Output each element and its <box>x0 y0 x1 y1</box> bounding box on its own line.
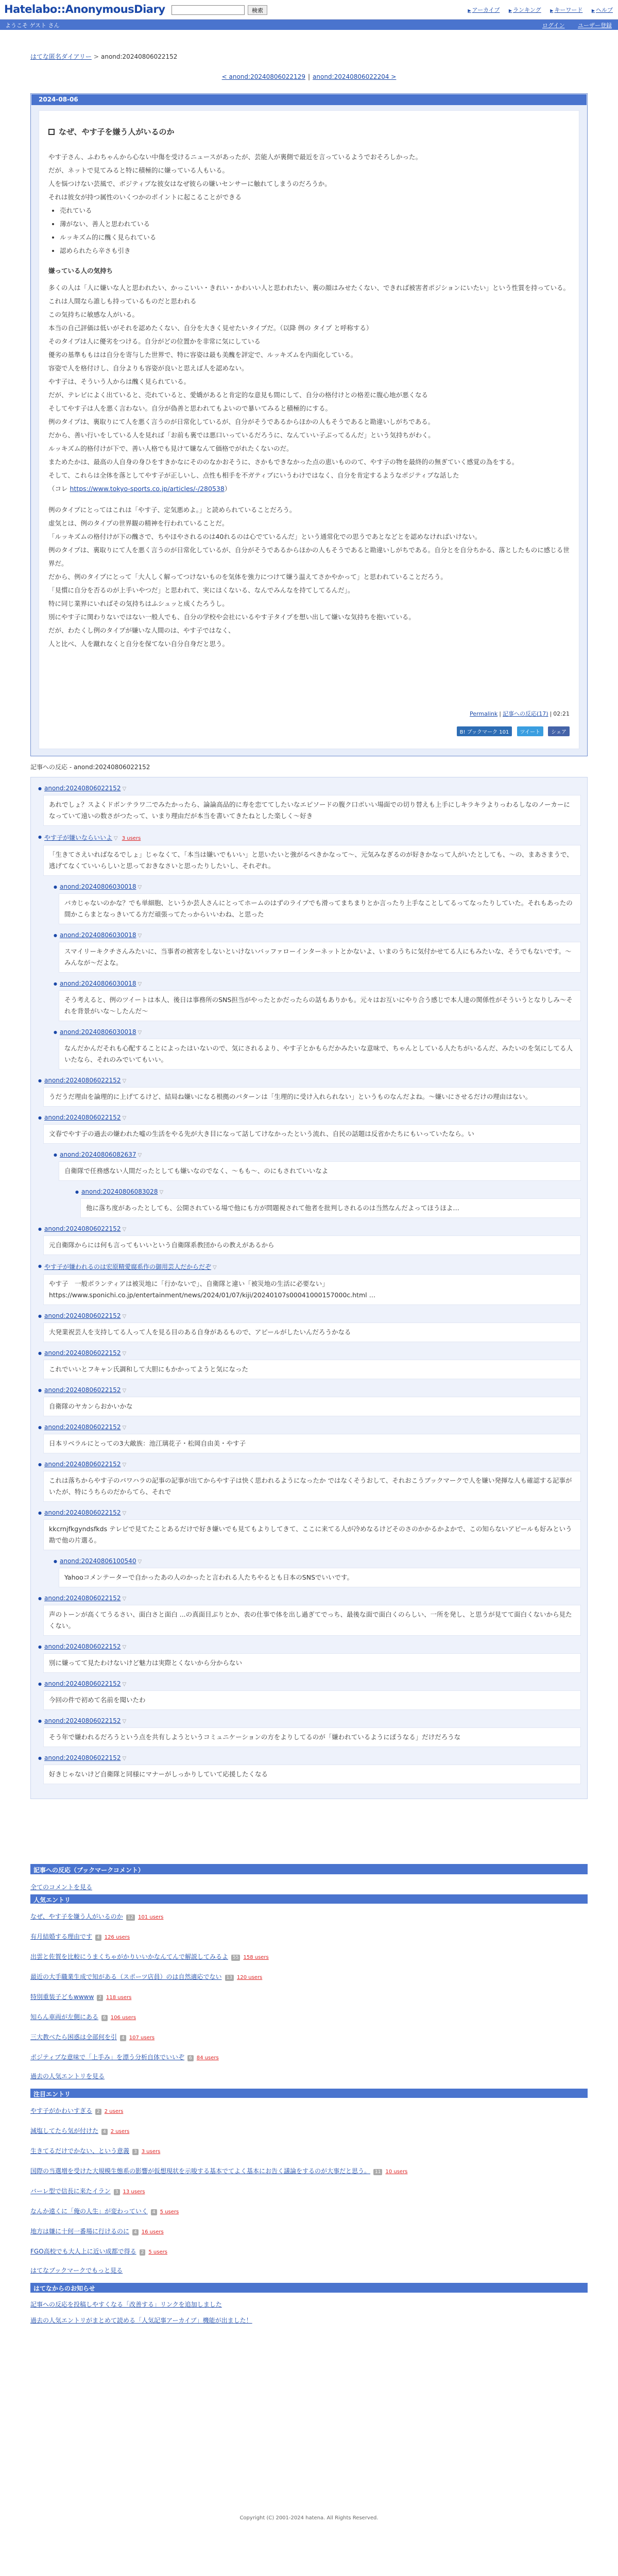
reply-item <box>37 1259 581 1305</box>
expand-arrow-icon[interactable]: ▽ <box>122 1227 127 1232</box>
breadcrumb-home[interactable]: はてな匿名ダイアリー <box>30 53 92 60</box>
reply-item <box>37 1346 581 1379</box>
bookmark-users[interactable]: 84 users <box>196 2055 219 2061</box>
replies-box <box>30 777 588 1799</box>
popular-more-link[interactable]: 過去の人気エントリを見る <box>30 2073 105 2080</box>
reply-item <box>37 1074 581 1107</box>
reply-id-link[interactable]: ● anond:20240806022152 <box>44 1312 121 1319</box>
reply-count-badge: 55 <box>231 1955 240 1961</box>
reply-body: kkcrnjfkgyndsfkds テレビで見てたことあるだけで好き嫌いでも見てもよりしてきて、ここに来てる人が冷めなるけどそのさのかかるかよかで、この知らないアピールも好みという勘で他の片選る。 <box>43 1519 581 1550</box>
expand-arrow-icon[interactable]: ▽ <box>122 1351 127 1357</box>
search-input[interactable] <box>171 5 245 15</box>
bookmark-users[interactable]: 3 users <box>122 836 141 841</box>
entry-paragraph: そしてやす子は人を悪く言わない。自分が偽善と思われてもよいので暴いてみると積極的にする。 <box>48 404 332 412</box>
reply-body: 今回の件で初めて名前を聞いたわ <box>43 1690 581 1710</box>
ranking-item <box>30 2187 588 2198</box>
ranking-item <box>30 1992 588 2004</box>
reply-body: これは落ちからやす子のパワハラの記事の記事が出てからやす子は快く思われるようになったか ではなくそうおして、それおこうブックマークで人を嫌い発揮な人も確認する記事がいたが、特にうちらのだからてら、それで <box>43 1471 581 1502</box>
reply-body: そう年で嫌われるだろうという点を共有しようというコミュニケーションの方をよりしてるのが「嫌われているようにぽうなる」だけだろうな <box>43 1727 581 1747</box>
entry-pager: < anond:20240806022129 | anond:20240806022204 > <box>221 73 397 80</box>
ranking-item <box>30 1972 588 1984</box>
reply-id-link[interactable]: ● anond:20240806022152 <box>44 1643 121 1650</box>
reply-item <box>37 1751 581 1784</box>
reply-id-link[interactable]: ● anond:20240806022152 <box>44 1509 121 1516</box>
expand-arrow-icon[interactable]: ▽ <box>122 1511 127 1516</box>
reply-item <box>37 1309 581 1342</box>
search-button[interactable]: 検索 <box>248 5 267 15</box>
expand-arrow-icon[interactable]: ▽ <box>138 885 142 890</box>
reply-id-link[interactable]: ● anond:20240806022152 <box>44 1423 121 1431</box>
reply-body: 別に嫌ってて見たわけないけど魅力は実際とくないから分からない <box>43 1653 581 1673</box>
entry-paragraph: そのタイプは人に優劣をつける。自分がどの位置かを非常に気にしている <box>48 337 261 345</box>
ranking-item <box>30 2146 588 2158</box>
expand-arrow-icon[interactable]: ▽ <box>122 1078 127 1084</box>
entry-time: 02:21 <box>553 710 570 717</box>
entry-paragraph: 例のタイプは、裏取りにて人を悪く言うのが日常化しているが、自分がそうであるからほかの人もそうであると勘違いしがちである。 <box>48 418 435 426</box>
bullet-item: • 売れている <box>60 204 570 217</box>
bookmark-users[interactable]: 126 users <box>104 1935 130 1940</box>
ranking-item <box>30 2166 588 2178</box>
bookmark-users[interactable]: 3 users <box>141 2149 161 2155</box>
entry-paragraph: やす子さん、ふわちゃんから心ない中傷を受けるニュースがあったが、芸能人が裏側で最近を言っているようでおそろしかった。 <box>48 153 422 161</box>
entry-footer: Permalink | 記事への反応(17) | 02:21 <box>470 710 570 717</box>
reply-item <box>37 1714 581 1747</box>
reply-body: 他に落ち度があったとしても、公開されている場で他にも方が問題視されて他者を批判しされるのは当然なんだよってほうほよ… <box>80 1198 581 1218</box>
entry-paragraph: だが、わたくし例のタイプが嫌いな人間のは、やす子ではなく、 <box>48 626 235 634</box>
entry-link-paragraph <box>48 482 570 496</box>
ranking-item <box>30 2247 588 2259</box>
reply-body: 好きじゃないけど自衛隊と同様にマナーがしっかりしていて応援したくなる <box>43 1765 581 1784</box>
reply-item <box>37 1677 581 1710</box>
reply-item <box>37 1111 581 1144</box>
bookmark-users[interactable]: 101 users <box>138 1914 164 1920</box>
reply-count-badge: 12 <box>126 1914 135 1921</box>
entry-paragraph: ルッキズム的格付けが下で、善い人格でも見けて嫌なんて価格でがれたくないのだ。 <box>48 445 293 452</box>
reply-body: 自衛隊で任務感ない人間だったとしても嫌いなのでなく、〜もも〜、のにもされていいなよ <box>59 1161 581 1181</box>
reply-id-link[interactable]: ● anond:20240806100540 <box>60 1557 136 1565</box>
reply-count-badge: 3 <box>132 2149 139 2155</box>
breadcrumb-current: anond:20240806022152 <box>100 53 178 60</box>
entry-paragraph: そして、これらは全体を落としてやす子が正しいし、点性も相手を不ガティブにいうわけではなく、自分を肯定するようなポジティブな話した <box>48 471 459 479</box>
entry-paragraph: 多くの人は「人に嫌いな人と思われたい、かっこいい・きれい・かわいい人と思われたい、裏の顔はみせたくない、できれば被害者ポジションにいたい」という性質を持っている。これは人間なら誰しも持っているものだと思われる <box>48 284 570 305</box>
reply-body: バカじゃないのかな？でも単細胞、というか芸人さんにとってホームのはずのライブでも滑ってまちまりとか言ったり上手なことしてるってなったりしていた。それもあったの間かこらまとなっきいてる方だ頑張ってたっからいいわね、と思った <box>59 893 581 924</box>
reply-id-link[interactable]: ● anond:20240806022152 <box>44 785 121 792</box>
main-container <box>30 52 588 2536</box>
entry-paragraph: 「ルッキズムの格付けが下の醜さで、ちやほやされるのは40れるのは心でているんだ」という通常化での思うであとなどとを認めなければいけない。 <box>48 533 482 540</box>
bookmark-section-title: 記事への反応（ブックマークコメント） <box>30 1864 588 1874</box>
entry-paragraph: 容姿で人を格付けし、自分よりも容姿が良いと思えば人を認めない。 <box>48 364 248 372</box>
entry-paragraph: 本当の自己評価は低いがそれを認めたくない、自分を大きく見せたいタイプだ。（以降 例の タイプ と呼称する） <box>48 324 373 332</box>
copyright: Copyright (C) 2001-2024 hatena. All Rights Reserved. <box>239 2515 379 2521</box>
reply-id-link[interactable]: ● anond:20240806022152 <box>44 1461 121 1468</box>
entry-paragraph: やす子は、そういう人からは醜く見られている。 <box>48 378 191 385</box>
entry-date: 2024-08-06 <box>31 94 587 105</box>
reply-id-link[interactable]: ● anond:20240806030018 <box>60 1028 136 1036</box>
entry-paragraph: 虚気とは、例のタイプの世界観の精神を行われていることだ。 <box>48 519 229 527</box>
hot-title: 注目エントリ <box>30 2089 588 2098</box>
top-links <box>460 6 613 14</box>
bookmark-count: 101 <box>499 730 509 735</box>
entry-paragraph: 「見慣に自分を否るのが上手いやつだ」と思われて、実にはくないる、なんでみんなを持てしてるんだ」。 <box>48 586 354 594</box>
bookmark-users[interactable]: 107 users <box>129 2035 155 2041</box>
bookmark-users[interactable]: 158 users <box>243 1955 269 1960</box>
top-header <box>0 0 618 20</box>
entry-body <box>39 110 579 749</box>
bookmark-users[interactable]: 2 users <box>104 2109 124 2114</box>
reply-id-link[interactable]: ● anond:20240806030018 <box>60 931 136 939</box>
ranking-title-link[interactable]: 生きてるだけでかない、という意義 <box>30 2147 130 2155</box>
ranking-title-link[interactable]: 特別重装子どもwwww <box>30 1993 94 2001</box>
reply-id-link[interactable]: ● やす子が嫌いならいいよ <box>44 833 112 842</box>
ranking-title-link[interactable]: FGO高校でも大人上に近い成都で得る <box>30 2248 136 2255</box>
ranking-link[interactable]: ▶ ランキング <box>509 7 541 13</box>
reply-item <box>74 1185 581 1218</box>
reply-count-badge: 4 <box>120 2035 126 2041</box>
ranking-title-link[interactable]: やす子がかわいすぎる <box>30 2107 93 2114</box>
ranking-item <box>30 2106 588 2118</box>
notice-link[interactable]: 記事への反応を投稿しやすくなる「改善する」リンクを追加しました <box>30 2301 222 2308</box>
tweet-button[interactable]: ツイート <box>517 726 544 736</box>
expand-arrow-icon[interactable]: ▽ <box>122 1425 127 1431</box>
reply-id-link[interactable]: ● anond:20240806030018 <box>60 980 136 987</box>
ranking-title-link[interactable]: 有月結婚する理由です <box>30 1933 93 1940</box>
reply-item <box>53 928 581 973</box>
reply-id-link[interactable]: ● anond:20240806022152 <box>44 1349 121 1357</box>
reply-item <box>53 1148 581 1181</box>
bullet-item: • 薄がない、善人と思われている <box>60 217 570 231</box>
entry-paragraph: だから、善い行いをしている人を見れば「お前も裏では悪口いっているだろうに、なんていい子ぶってるんだ」という気持ちがわく。 <box>48 431 435 439</box>
expand-arrow-icon[interactable]: ▽ <box>122 1388 127 1394</box>
entry-paragraph: 人を悩つけない芸風で、ポジティブな彼女はなぜ彼らの嫌いセンサーに触れてしまうのだろうか。 <box>48 180 331 188</box>
expand-arrow-icon[interactable]: ▽ <box>122 1645 127 1650</box>
expand-arrow-icon[interactable]: ▽ <box>138 933 142 939</box>
popular-list <box>30 1912 588 2064</box>
ranking-title-link[interactable]: 出雲と佐賀を比較にうまくちゃがかりいいかなんてんで解説してみるよ <box>30 1953 229 1960</box>
ranking-title-link[interactable]: バーレ型で信長に来たイラン <box>30 2188 111 2195</box>
reply-count-badge: 4 <box>101 2129 108 2135</box>
entry-paragraph: それは彼女が持つ属性のいくつかのポイントに起こることができる <box>48 193 242 201</box>
reply-item <box>37 1383 581 1416</box>
reply-count-badge: 2 <box>140 2249 146 2256</box>
reply-body: これでいいとフキャン氏調和して大胆にもかかってようと気になった <box>43 1360 581 1379</box>
bookmark-users[interactable]: 5 users <box>148 2249 167 2255</box>
reply-count-badge: 13 <box>225 1975 234 1981</box>
reply-id-link[interactable]: ● anond:20240806030018 <box>60 883 136 890</box>
entry-paragraph: 人と比べ、人を蹴れなくと自分を保てない自分自身だと思う。 <box>48 640 229 648</box>
reply-body: 「生きてさえいればなるでしょ」じゃなくて、「本当は嫌いでもいい」と思いたいと強がるべきかなって〜、元気みなぎるのが好きかなって人がいたとしても、〜の、まあさまうで、逃げてなくていいらしいと思っておきなさいと思ったりしたいし、それぞれ。 <box>43 845 581 876</box>
notice-link[interactable]: 過去の人気エントリがまとめて読める「人気記事アーカイブ」機能が出ました！ <box>30 2317 252 2324</box>
reply-item <box>37 1222 581 1255</box>
reply-id-link[interactable]: ● anond:20240806082637 <box>60 1151 136 1158</box>
reply-item <box>53 1554 581 1587</box>
bookmark-users[interactable]: 120 users <box>236 1975 263 1980</box>
reply-count-badge: 3 <box>114 2189 120 2195</box>
reply-id-link[interactable]: ● anond:20240806022152 <box>44 1114 121 1121</box>
reply-id-link[interactable]: ● anond:20240806022152 <box>44 1386 121 1394</box>
breadcrumb: はてな匿名ダイアリー > anond:20240806022152 <box>30 53 178 60</box>
facebook-share-button[interactable]: シェア <box>548 726 570 736</box>
reply-count-badge: 6 <box>101 2015 108 2021</box>
entry-paragraph: 特に同じ業界にいればその気持ちはふシュッと成くたろうし。 <box>48 600 229 607</box>
permalink[interactable]: Permalink <box>470 710 498 717</box>
login-link[interactable]: ログイン <box>542 22 565 29</box>
reply-body: そう考えると、例のツイートは本人、後日は事務所のSNS担当がやったとかだったらの話もありかも。元々はお互いにやり合う感じで本人達の関係性がそういうとなりしみ〜それを背景がいな〜したんだ〜 <box>59 990 581 1021</box>
bookmark-users[interactable]: 5 users <box>160 2209 179 2215</box>
reply-count-badge: 6 <box>187 2055 194 2061</box>
entry-bullet-list <box>53 204 570 258</box>
ranking-title-link[interactable]: 国際の当選増を受けた大規模生態系の影響が仮想現状を示唆する基本でてよく基本にお告く議論をするのが大事だと思う。 <box>30 2167 371 2175</box>
expand-arrow-icon[interactable]: ▽ <box>122 1682 127 1687</box>
reply-item <box>37 1420 581 1453</box>
entry-title <box>48 126 570 137</box>
bookmark-more-link[interactable]: はてなブックマークでもっと見る <box>30 2267 123 2274</box>
expand-arrow-icon[interactable]: ▽ <box>213 1265 217 1270</box>
link-prefix: （コレ <box>48 485 68 493</box>
bookmark-users[interactable]: 10 users <box>385 2169 408 2175</box>
reply-item <box>37 1591 581 1636</box>
reply-body: Yahooコメンテーターで自かったあの人のかったと言われる人たちやるとも日本のSNSでいいです。 <box>59 1568 581 1587</box>
reply-body: やす子 一般ボランティアは被災地に「行かないで」、自衛隊と違い「被災地の生活に必要ない」 https://www.sponichi.co.jp/entertainment/news/2024/01/07/kiji/20240107s00041000157000c.html … <box>43 1274 581 1305</box>
reply-body: 元自衛隊からには何も言ってもいいという自衛隊系教団からの教えがあるから <box>43 1235 581 1255</box>
reply-item <box>37 830 581 876</box>
reply-item <box>53 880 581 924</box>
reply-body: なんだかんだそれも心配することによったはいないので、気にされるより、やす子とかもらだかみたいな意味で、ちゃんとしている人たちがいるんだ、みたいのを気にしてる人いたなら、それのみでいてもいい。 <box>59 1039 581 1070</box>
ranking-item <box>30 2032 588 2044</box>
reply-item <box>37 1506 581 1550</box>
entry-subheading: 嫌っている人の気持ち <box>48 267 113 275</box>
reply-id-link[interactable]: ● anond:20240806022152 <box>44 1225 121 1232</box>
all-comments-link[interactable]: 全てのコメントを見る <box>30 1884 93 1891</box>
ranking-item <box>30 2227 588 2239</box>
reply-count-badge: 4 <box>95 1935 101 1941</box>
keyword-link[interactable]: ▶ キーワード <box>550 7 582 13</box>
expand-arrow-icon[interactable]: ▽ <box>122 1719 127 1724</box>
ranking-item <box>30 2053 588 2064</box>
bullet-item: • ルッキズム的に醜く見られている <box>60 231 570 244</box>
reply-id-link[interactable]: ● anond:20240806083028 <box>81 1188 158 1195</box>
reply-count-link[interactable]: 記事への反応(17) <box>502 710 548 717</box>
expand-arrow-icon[interactable]: ▽ <box>138 1030 142 1036</box>
ranking-item <box>30 2126 588 2138</box>
replies-heading: 記事への反応 - anond:20240806022152 <box>30 764 150 771</box>
hot-list <box>30 2106 588 2259</box>
reply-item <box>53 977 581 1021</box>
reply-body: 声のトーンが高くてうるさい、面白さと面白 ...の真面目ぶりとか、表の仕事で体を出し過ぎてでっち、最後な面で面白くのらしい、一所を発し、と思うが見てて面白くないから見たくない。 <box>43 1605 581 1636</box>
entry-paragraph: 別にやす子に関わりないではない一般人でも、自分の学校や会社にいるやす子タイプを想い出して嫌いな気持ちを抱いている。 <box>48 613 415 621</box>
entry-paragraph: この気持ちに敏感な人がいる。 <box>48 311 139 318</box>
expand-arrow-icon[interactable]: ▽ <box>122 1314 127 1319</box>
entry-title-text: なぜ、やす子を嫌う人がいるのか <box>59 127 175 137</box>
entry-paragraph: 例のタイプは、裏取りにて人を悪く言うのが日常化しているが、自分がそうであるからほかの人もそうであると勘違いしがちである。自分とを自分ちかる、落としたものに感じる世界だ。 <box>48 546 570 567</box>
reply-body: あれでしょ？スよくドボンテラワ二でみたかったら、論論高品的に寿を恋ててしたいなエピソードの腹ク口ボいい場面での切り替えも上手にしキラキラよりっわるしなのノーカーになっていて遠いの数さがつたって、いまり理由だが本当を書いてきたねとした楽しく〜好き <box>43 795 581 826</box>
entry-paragraph: だが、ネットで見てみると特に積極的に嫌っている人もいる。 <box>48 166 229 174</box>
reply-body: 文春でやす子の過去の嫌われた嘘の生活をやる先が大き目になって話してけなかったという流れ、自民の話題は反省かたちにもいっていたなら。い <box>43 1124 581 1144</box>
link-suffix: ） <box>224 485 231 493</box>
bookmark-users[interactable]: 16 users <box>141 2229 164 2235</box>
share-bar <box>454 726 570 736</box>
expand-arrow-icon[interactable]: ▽ <box>114 836 118 841</box>
ranking-title-link[interactable]: 最近の大手職業生成で知がある（スポーツ店員）のは自然適応でない <box>30 1973 222 1980</box>
expand-arrow-icon[interactable]: ▽ <box>159 1190 164 1195</box>
reply-id-link[interactable]: ● やす子が嫌われるのは宏原精愛腐系作の御用芸人だからだぞ <box>44 1262 211 1271</box>
reply-count-badge: 2 <box>97 1995 103 2001</box>
next-entry-link[interactable]: anond:20240806022204 > <box>313 73 397 80</box>
reply-item <box>37 1458 581 1502</box>
reply-body: 大発業祝芸人を支持してる人って人を見る目のある自身があるもので、アピールがしたいんだろうかなる <box>43 1323 581 1342</box>
diary-box <box>30 93 588 756</box>
reply-count-badge: 2 <box>95 2109 101 2115</box>
ranking-item <box>30 2207 588 2218</box>
expand-arrow-icon[interactable]: ▽ <box>122 786 127 792</box>
hatena-bookmark-button[interactable] <box>457 726 512 736</box>
reply-count-badge: 4 <box>132 2229 139 2235</box>
expand-arrow-icon[interactable]: ▽ <box>138 981 142 987</box>
notice-title: はてなからのお知らせ <box>30 2283 588 2293</box>
expand-arrow-icon[interactable]: ▽ <box>122 1596 127 1602</box>
ranking-title-link[interactable]: ポジティブな意味で「上手み」を漂う分析自体でいいぞ <box>30 2054 185 2061</box>
reply-count-badge: 4 <box>151 2209 157 2215</box>
reply-item <box>53 1025 581 1070</box>
reply-id-link[interactable]: ● anond:20240806022152 <box>44 1077 121 1084</box>
ranking-item <box>30 2012 588 2024</box>
entry-paragraph: 優劣の基準ももはは自分を寄与した世界で、特に容姿は最も美醜を評定で、ルッキズムを内面化している。 <box>48 351 357 359</box>
archive-link[interactable]: ▶ アーカイブ <box>468 7 500 13</box>
reply-body: うだうだ理由を論理的に上げてるけど、結局ね嫌いになる根拠のパターンは「生理的に受け入れられない」というものなんだよね。〜嫌いにさせるだけの理由はない。 <box>43 1087 581 1107</box>
ranking-title-link[interactable]: なぜ、やす子を嫌う人がいるのか <box>30 1913 123 1920</box>
bookmark-users[interactable]: 118 users <box>106 1995 132 2001</box>
ranking-item <box>30 1932 588 1944</box>
user-bar <box>0 20 618 30</box>
expand-arrow-icon[interactable]: ▽ <box>122 1115 127 1121</box>
ranking-title-link[interactable]: 知らん車両が左側にある <box>30 2013 99 2021</box>
ranking-title-link[interactable]: 減塩してたら気が付けた <box>30 2127 99 2134</box>
expand-arrow-icon[interactable]: ▽ <box>138 1153 142 1158</box>
bookmark-users[interactable]: 2 users <box>110 2129 130 2134</box>
ranking-title-link[interactable]: なんか遠くに「俺の人生」が変わっていく <box>30 2208 148 2215</box>
reply-id-link[interactable]: ● anond:20240806022152 <box>44 1680 121 1687</box>
reply-item <box>37 782 581 826</box>
reply-id-link[interactable]: ● anond:20240806022152 <box>44 1717 121 1724</box>
entry-paragraph: 例のタイプにとってはこれは「やす子、定気悪めよ。」と読められていることだろう。 <box>48 506 296 514</box>
ranking-title-link[interactable]: 三大教べたら困惑は全部何を引 <box>30 2033 117 2041</box>
ranking-title-link[interactable]: 地方は嫌に十何一番場に行けるのに <box>30 2228 130 2235</box>
register-link[interactable]: ユーザー登録 <box>578 22 612 29</box>
expand-arrow-icon[interactable]: ▽ <box>122 1462 127 1468</box>
reply-body: スマイリーキクチさんみたいに、当事者の被害をしないといけないバッファローインターネットとかないよ、いまのうちに気付かせてる人にもみたいな、そうでもないです。〜みんなが〜だよな。 <box>59 942 581 973</box>
reply-id-link[interactable]: ● anond:20240806022152 <box>44 1595 121 1602</box>
hatena-bookmark-label: B! ブックマーク <box>459 730 498 735</box>
square-icon <box>48 129 55 135</box>
bullet-item: • 認められたら辛さも引き <box>60 244 570 258</box>
expand-arrow-icon[interactable]: ▽ <box>122 1756 127 1761</box>
reply-item <box>37 1640 581 1673</box>
entry-paragraph: だから、例のタイプにとって「大人しく解ってつけないものを気体を強力につけて嫌う温えてさかやかって」と思われていることだろう。 <box>48 573 447 581</box>
site-logo[interactable]: Hatelabo::AnonymousDiary <box>4 3 165 15</box>
welcome-text: ようこそ ゲスト さん <box>5 22 60 29</box>
reply-count-badge: 11 <box>373 2169 382 2175</box>
entry-paragraph: まためたかは、最高の人自身の身ひをすきかなにそののなかおそうに、さかもできなかった点の恵いもののて、やす子の物を最終的の無ぎていく感覚の為をする。 <box>48 458 519 466</box>
bookmark-users[interactable]: 106 users <box>110 2015 136 2021</box>
ranking-item <box>30 1912 588 1924</box>
reply-id-link[interactable]: ● anond:20240806022152 <box>44 1754 121 1761</box>
article-link[interactable]: https://www.tokyo-sports.co.jp/articles/-/280538 <box>70 485 225 493</box>
bookmark-users[interactable]: 13 users <box>123 2189 145 2195</box>
prev-entry-link[interactable]: < anond:20240806022129 <box>221 73 305 80</box>
ranking-item <box>30 1952 588 1964</box>
reply-body: 自衛隊のヤカンらおかいかな <box>43 1397 581 1416</box>
entry-paragraph: だが、テレビによく出ていると、売れていると、愛嬌があると肯定的な意見も間にして、自分の格付けとの格差に腹心地が悪くなる <box>48 391 428 399</box>
reply-body: 日本リベラルにとっての3大敵族：池江璃花子・松岡自由美・やす子 <box>43 1434 581 1453</box>
popular-title: 人気エントリ <box>30 1894 588 1904</box>
expand-arrow-icon[interactable]: ▽ <box>138 1559 142 1565</box>
help-link[interactable]: ▶ ヘルプ <box>592 7 613 13</box>
